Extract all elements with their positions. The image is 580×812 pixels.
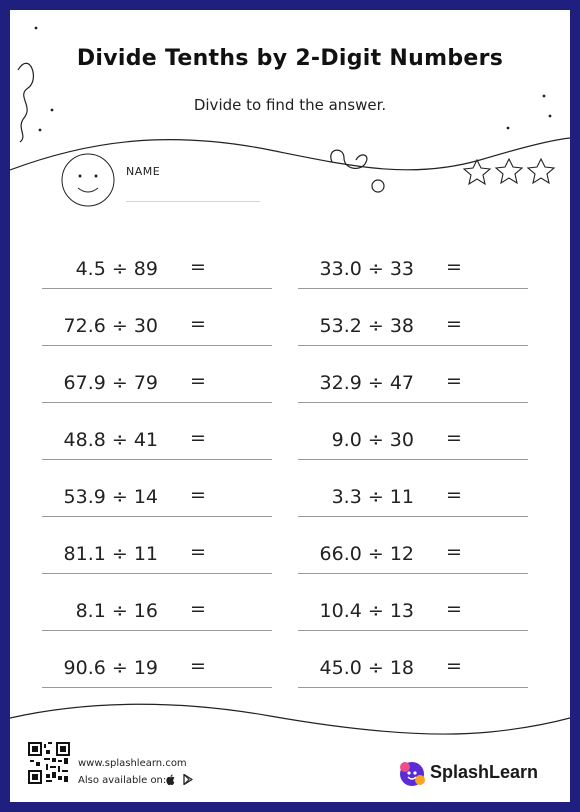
dot-decoration	[39, 129, 42, 132]
division-expression: 53.2 ÷ 38	[319, 315, 414, 337]
problem-row[interactable]	[42, 289, 272, 346]
problem-row[interactable]	[298, 289, 528, 346]
equals-sign: =	[446, 427, 462, 449]
problem-row[interactable]	[42, 517, 272, 574]
problem-row[interactable]	[42, 346, 272, 403]
division-expression: 90.6 ÷ 19	[63, 657, 158, 679]
problem-row[interactable]	[298, 346, 528, 403]
division-expression: 3.3 ÷ 11	[331, 486, 414, 508]
equals-sign: =	[446, 484, 462, 506]
division-expression: 45.0 ÷ 18	[319, 657, 414, 679]
smiley-icon	[62, 154, 114, 206]
equals-sign: =	[190, 313, 206, 335]
equals-sign: =	[190, 370, 206, 392]
division-expression: 48.8 ÷ 41	[63, 429, 158, 451]
splashlearn-logo-icon[interactable]	[396, 758, 428, 790]
problem-row[interactable]	[298, 631, 528, 688]
division-expression: 4.5 ÷ 89	[75, 258, 158, 280]
division-expression: 53.9 ÷ 14	[63, 486, 158, 508]
problem-column-left	[42, 232, 272, 688]
footer-wave	[10, 704, 570, 734]
apple-icon[interactable]	[166, 774, 176, 785]
dot-decoration	[507, 127, 510, 130]
dot-decoration	[35, 27, 38, 30]
equals-sign: =	[190, 427, 206, 449]
worksheet-title: Divide Tenths by 2-Digit Numbers	[76, 46, 504, 71]
problem-row[interactable]	[42, 403, 272, 460]
division-expression: 33.0 ÷ 33	[319, 258, 414, 280]
qr-code-icon[interactable]	[28, 742, 70, 784]
division-expression: 9.0 ÷ 30	[331, 429, 414, 451]
division-expression: 72.6 ÷ 30	[63, 315, 158, 337]
equals-sign: =	[190, 655, 206, 677]
name-label: NAME	[126, 165, 161, 178]
division-expression: 67.9 ÷ 79	[63, 372, 158, 394]
problem-row[interactable]	[42, 460, 272, 517]
problem-row[interactable]	[42, 631, 272, 688]
problem-row[interactable]	[42, 574, 272, 631]
problem-row[interactable]	[298, 403, 528, 460]
problem-column-right	[298, 232, 528, 688]
problem-row[interactable]	[298, 232, 528, 289]
equals-sign: =	[446, 655, 462, 677]
division-expression: 8.1 ÷ 16	[75, 600, 158, 622]
worksheet-page	[10, 10, 570, 802]
problem-row[interactable]	[298, 460, 528, 517]
equals-sign: =	[446, 370, 462, 392]
division-expression: 32.9 ÷ 47	[319, 372, 414, 394]
ring-decoration	[372, 180, 384, 192]
website-link[interactable]: www.splashlearn.com	[78, 758, 187, 769]
equals-sign: =	[446, 598, 462, 620]
problem-row[interactable]	[42, 232, 272, 289]
availability-text: Also available on:	[78, 775, 167, 786]
name-input-line[interactable]	[126, 201, 260, 202]
store-icons	[166, 772, 193, 785]
equals-sign: =	[190, 256, 206, 278]
division-expression: 10.4 ÷ 13	[319, 600, 414, 622]
equals-sign: =	[190, 484, 206, 506]
brand-name[interactable]: SplashLearn	[430, 762, 539, 782]
equals-sign: =	[446, 541, 462, 563]
instruction-text: Divide to find the answer.	[193, 96, 387, 114]
curl-decoration	[331, 150, 367, 168]
equals-sign: =	[190, 541, 206, 563]
division-expression: 81.1 ÷ 11	[63, 543, 158, 565]
dot-decoration	[549, 115, 552, 118]
problem-row[interactable]	[298, 574, 528, 631]
play-store-icon[interactable]	[183, 774, 193, 785]
problem-row[interactable]	[298, 517, 528, 574]
rating-stars-icon	[464, 159, 554, 184]
division-expression: 66.0 ÷ 12	[319, 543, 414, 565]
equals-sign: =	[446, 256, 462, 278]
equals-sign: =	[190, 598, 206, 620]
equals-sign: =	[446, 313, 462, 335]
